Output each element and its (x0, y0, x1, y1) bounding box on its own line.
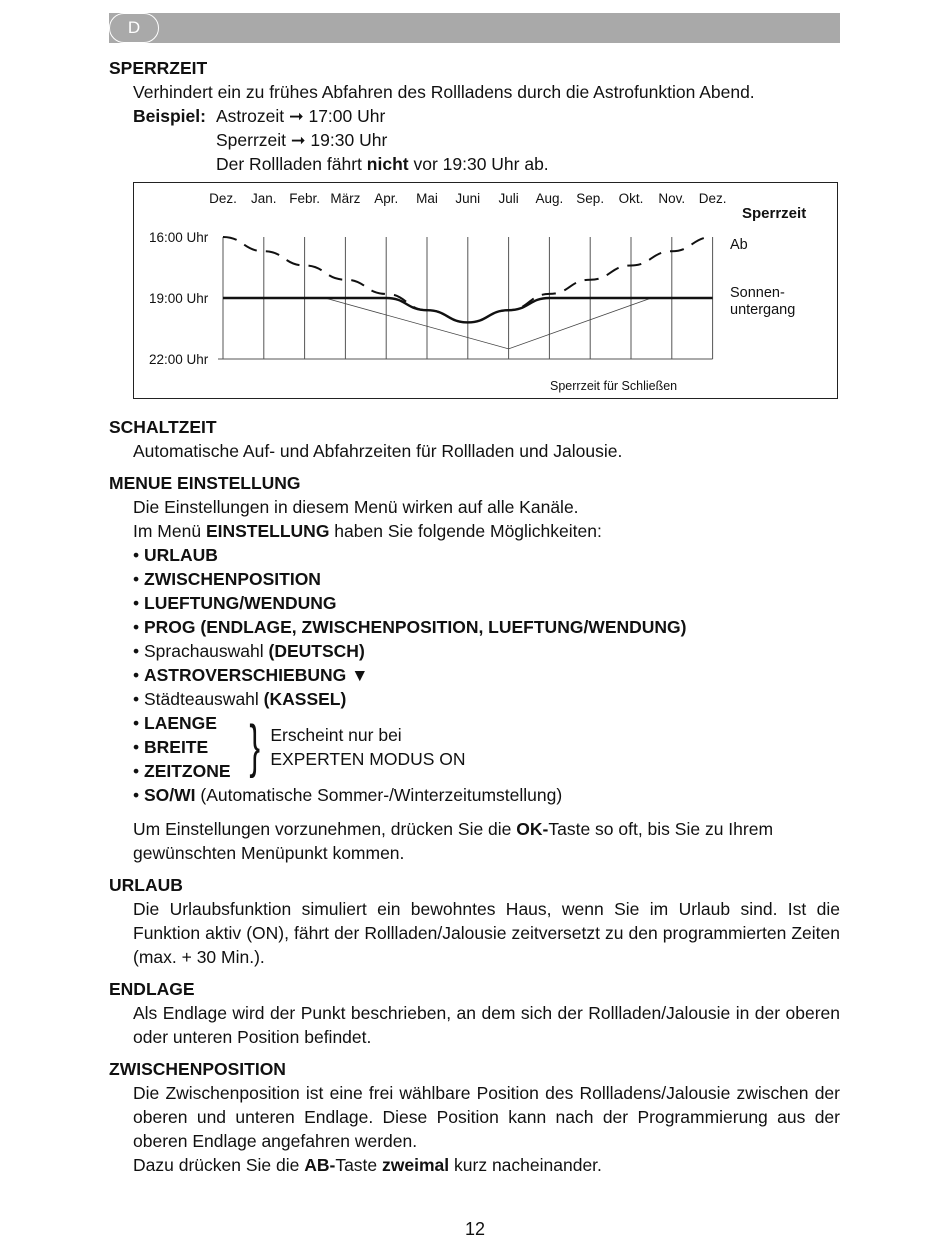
section-sperrzeit (109, 56, 840, 176)
option-urlaub: • URLAUB (133, 545, 218, 565)
option-prog: • PROG (ENDLAGE, ZWISCHENPOSITION, LUEFTUNG/WENDUNG) (133, 617, 687, 637)
language-tab: D (109, 13, 159, 43)
chart-legend-title: Sperrzeit (742, 205, 807, 222)
chart-month-label: Okt. (618, 191, 644, 206)
chart-y-tick-label: 19:00 Uhr (149, 291, 209, 306)
page-content (109, 56, 840, 1177)
chart-month-label: Dez. (209, 191, 237, 206)
section-title-menue: MENUE EINSTELLUNG (109, 473, 301, 493)
option-staedteauswahl: • Städteauswahl (KASSEL) (133, 689, 347, 709)
section-title-zwischenposition: ZWISCHENPOSITION (109, 1059, 286, 1079)
chart-legend-ab: Ab (730, 237, 748, 253)
chart-month-label: Jan. (251, 191, 277, 206)
option-zwischenposition: • ZWISCHENPOSITION (133, 569, 321, 589)
example-astrozeit: Astrozeit ➞ 17:00 Uhr (216, 106, 386, 126)
chart-month-label: Sep. (576, 191, 605, 206)
example-result: Der Rollladen fährt nicht vor 19:30 Uhr ab. (216, 154, 549, 174)
menu-options-list (133, 543, 840, 807)
chart-svg (134, 183, 839, 400)
example-label: Beispiel: (133, 106, 206, 126)
option-laenge: • LAENGE (133, 713, 217, 733)
chart-annotation: Sperrzeit für Schließen (550, 379, 678, 393)
endlage-description: Als Endlage wird der Punkt beschrieben, an dem sich der Rollladen/Jalousie in der oberen oder unteren Position befindet. (133, 1003, 840, 1047)
chart-month-label: Nov. (658, 191, 686, 206)
sperrzeit-description: Verhindert ein zu frühes Abfahren des Rollladens durch die Astrofunktion Abend. (133, 82, 755, 102)
chart-month-label: Febr. (289, 191, 320, 206)
menue-hint: Um Einstellungen vorzunehmen, drücken Sie die OK-Taste so oft, bis Sie zu Ihrem gewünschten Menüpunkt kommen. (133, 819, 774, 863)
chart-legend-sunset: untergang (730, 302, 796, 318)
chart-month-label: Juli (498, 191, 519, 206)
section-title-endlage: ENDLAGE (109, 979, 195, 999)
chart-month-label: März (330, 191, 361, 206)
chart-month-label: Juni (455, 191, 481, 206)
menue-line-2: Im Menü EINSTELLUNG haben Sie folgende Möglichkeiten: (133, 521, 602, 541)
chart-y-tick-label: 16:00 Uhr (149, 230, 209, 245)
section-endlage (109, 977, 840, 1049)
page-number: 12 (464, 1219, 486, 1239)
header-bar (109, 13, 840, 43)
urlaub-description: Die Urlaubsfunktion simuliert ein bewohntes Haus, wenn Sie im Urlaub sind. Ist die Funktion aktiv (ON), fährt der Rollladen/Jalousie zeitversetzt zu den programmierten Zeiten (max. + 30 Min.). (133, 899, 840, 967)
section-title-schaltzeit: SCHALTZEIT (109, 417, 217, 437)
zwischenposition-hint: Dazu drücken Sie die AB-Taste zweimal kurz nacheinander. (133, 1155, 602, 1175)
chart-y-tick-label: 22:00 Uhr (149, 352, 209, 367)
option-lueftung: • LUEFTUNG/WENDUNG (133, 593, 337, 613)
schaltzeit-description: Automatische Auf- und Abfahrzeiten für Rollladen und Jalousie. (133, 441, 623, 461)
expert-mode-note: Erscheint nur bei EXPERTEN MODUS ON (270, 725, 466, 769)
section-title-sperrzeit: SPERRZEIT (109, 58, 208, 78)
section-menue-einstellung (109, 471, 840, 865)
section-zwischenposition (109, 1057, 840, 1177)
chart-month-label: Apr. (374, 191, 399, 206)
option-sowi: • SO/WI (Automatische Sommer-/Winterzeitumstellung) (133, 785, 563, 805)
section-schaltzeit (109, 415, 840, 463)
example-block (133, 104, 840, 176)
sperrzeit-chart (133, 182, 838, 399)
option-sprachauswahl: • Sprachauswahl (DEUTSCH) (133, 641, 365, 661)
option-zeitzone: • ZEITZONE (133, 761, 231, 781)
example-sperrzeit: Sperrzeit ➞ 19:30 Uhr (216, 130, 388, 150)
section-title-urlaub: URLAUB (109, 875, 183, 895)
chart-series-sperrzeit-schliessen (325, 298, 651, 349)
curly-brace: } (249, 714, 261, 779)
section-urlaub (109, 873, 840, 969)
chart-month-label: Mai (416, 191, 438, 206)
option-breite: • BREITE (133, 737, 209, 757)
zwischenposition-description: Die Zwischenposition ist eine frei wählbare Position des Rollladens/Jalousie zwischen der oberen und unteren Endlage. Diese Position kann nach der Programmierung aus der oberen Endlage angefahren werden. (133, 1083, 840, 1151)
expert-options-group (133, 711, 840, 783)
chart-legend-sunset: Sonnen- (730, 285, 785, 301)
chart-month-label: Dez. (698, 191, 727, 206)
chart-month-label: Aug. (535, 191, 564, 206)
option-astroverschiebung: • ASTROVERSCHIEBUNG ▼ (133, 665, 369, 685)
menue-line-1: Die Einstellungen in diesem Menü wirken auf alle Kanäle. (133, 497, 579, 517)
